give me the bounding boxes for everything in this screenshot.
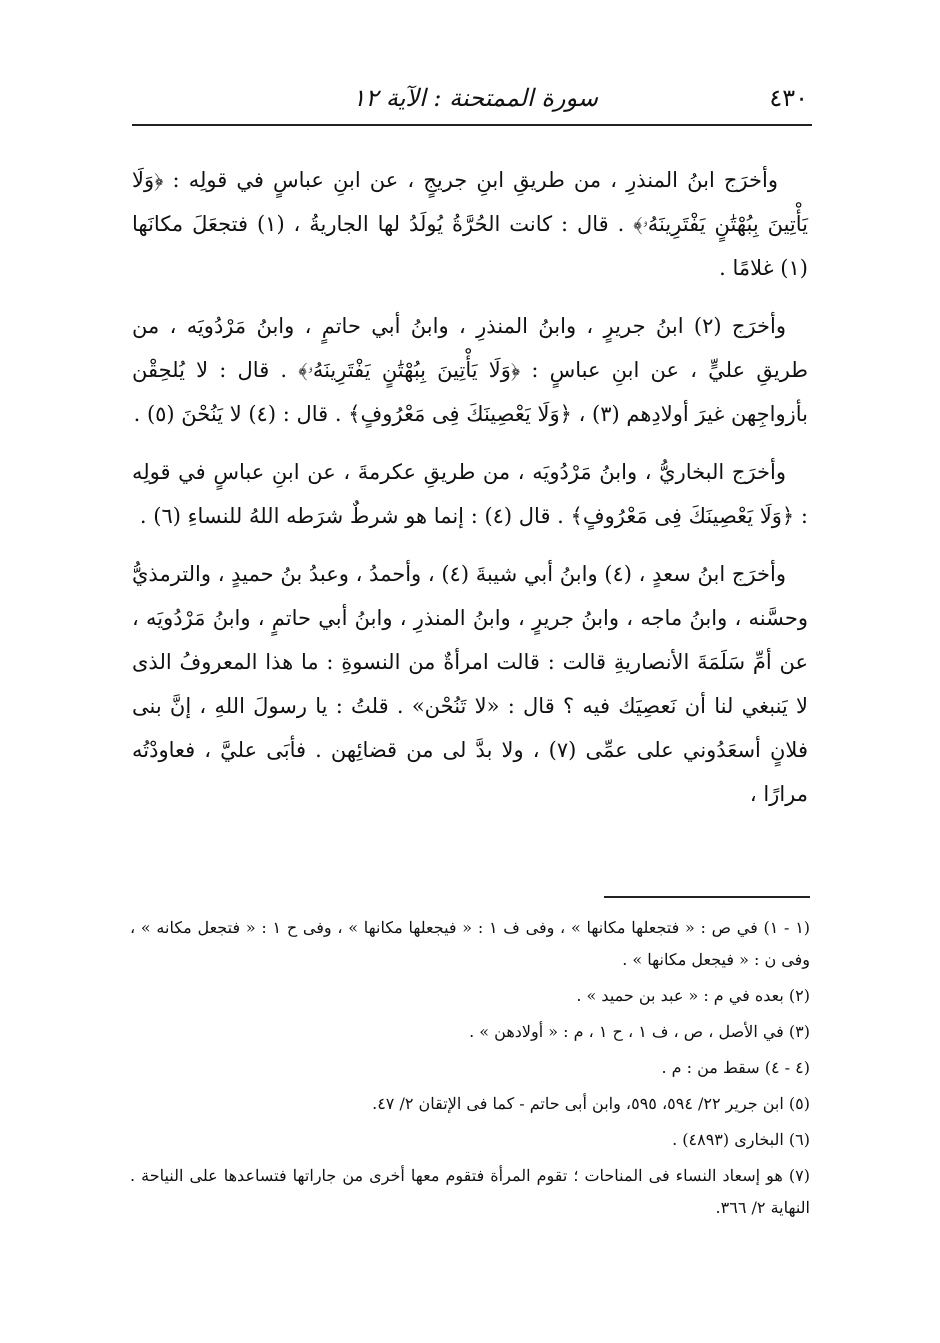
footnotes bbox=[130, 912, 810, 1228]
paragraph: وأخرَج ابنُ المنذرِ ، من طريقِ ابنِ جريجٍ ، عن ابنِ عباسٍ في قولِه : ﴿وَلَا يَأْتِينَ بِبُهْتَٰنٍ يَفْتَرِينَهُۥ﴾ . قال : كانت الحُرَّةُ يُولَدُ لها الجاريةُ ، (١) فتجعَلَ مكانَها (١) غلامًا . bbox=[132, 168, 808, 280]
paragraph: وأخرَج البخاريُّ ، وابنُ مَرْدُويَه ، من طريقِ عكرمةَ ، عن ابنِ عباسٍ في قولِه : ﴿وَلَا يَعْصِينَكَ فِى مَعْرُوفٍ﴾ . قال (٤) : إنما هو شرطٌ شرَطه اللهُ للنساءِ (٦) . bbox=[132, 460, 808, 528]
page-header bbox=[132, 78, 808, 122]
footnote: (٤ - ٤) سقط من : م . bbox=[661, 1058, 810, 1077]
footnote: (٦) البخارى (٤٨٩٣) . bbox=[672, 1130, 810, 1149]
running-title: سورة الممتحنة : الآية ١٢ bbox=[352, 84, 598, 112]
footnote: (١ - ١) في ص : « فتجعلها مكانها » ، وفى ف ١ : « فيجعلها مكانها » ، وفى ح ١ : « فتجعل مكانه » ، وفى ن : « فيجعل مكانها » . bbox=[130, 918, 811, 969]
main-text bbox=[132, 158, 808, 830]
footnote: (٧) هو إسعاد النساء فى المناحات ؛ تقوم المرأة فتقوم معها أخرى من جاراتها فتساعدها على النياحة . النهاية ٢/ ٣٦٦. bbox=[130, 1166, 810, 1217]
paragraph: وأخرَج ابنُ سعدٍ ، (٤) وابنُ أبي شيبةَ (٤) ، وأحمدُ ، وعبدُ بنُ حميدٍ ، والترمذيُّ وحسَّنه ، وابنُ ماجه ، وابنُ جريرٍ ، وابنُ المنذرِ ، وابنُ أبي حاتمٍ ، وابنُ مَرْدُويَه ، عن أمِّ سَلَمَةَ الأنصاريةِ قالت : قالت امرأةٌ من النسوةِ : ما هذا المعروفُ الذى لا يَنبغي لنا أن نَعصِيَك فيه ؟ قال : «لا تَنُحْن» . قلتُ : يا رسولَ اللهِ ، إنَّ بنى فلانٍ أسعَدُوني على عمِّى (٧) ، ولا بدَّ لى من قضائِهن . فأبَى عليَّ ، فعاودْتُه مرارًا ، bbox=[132, 562, 808, 806]
footnote: (٣) في الأصل ، ص ، ف ١ ، ح ١ ، م : « أولادهن » . bbox=[469, 1022, 810, 1041]
paragraph: وأخرَج (٢) ابنُ جريرٍ ، وابنُ المنذرِ ، وابنُ أبي حاتمٍ ، وابنُ مَرْدُويَه ، من طريقِ عليٍّ ، عن ابنِ عباسٍ : ﴿وَلَا يَأْتِينَ بِبُهْتَٰنٍ يَفْتَرِينَهُۥ﴾ . قال : لا يُلحِقْن بأزواجِهن غيرَ أولادِهم (٣) ، ﴿وَلَا يَعْصِينَكَ فِى مَعْرُوفٍ﴾ . قال : (٤) لا يَنُحْنَ (٥) . bbox=[132, 314, 808, 426]
footnote: (٥) ابن جرير ٢٢/ ٥٩٤، ٥٩٥، وابن أبى حاتم - كما فى الإتقان ٢/ ٤٧. bbox=[372, 1094, 810, 1113]
footnote-divider bbox=[604, 896, 810, 898]
header-divider bbox=[132, 124, 812, 126]
page-number: ٤٣٠ bbox=[769, 84, 808, 112]
footnote: (٢) بعده في م : « عبد بن حميد » . bbox=[576, 986, 810, 1005]
